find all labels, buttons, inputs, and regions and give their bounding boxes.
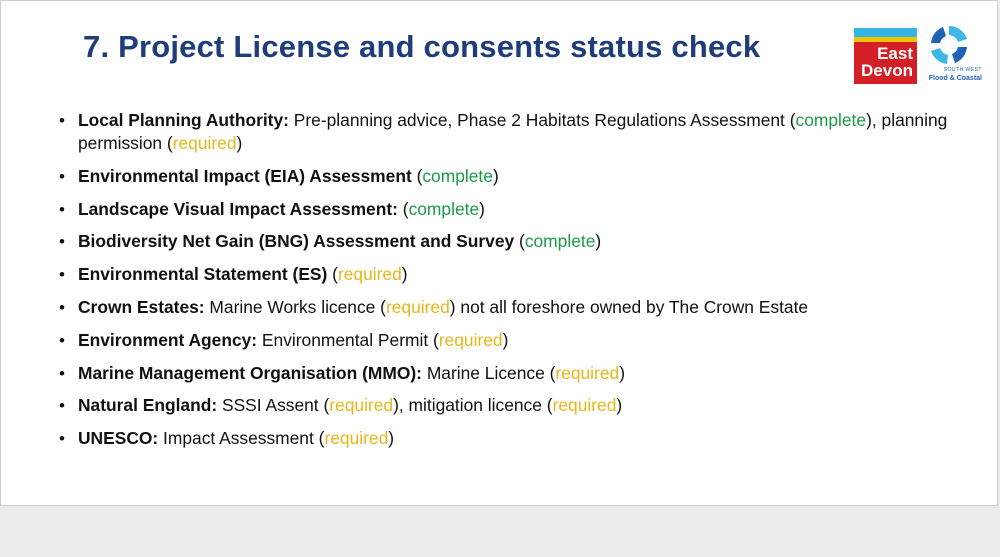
status-complete: complete (524, 231, 596, 252)
bullet-icon: • (59, 363, 65, 383)
consent-authority: Natural England: (78, 395, 218, 416)
consent-text: ) (616, 395, 623, 416)
sw-logo-name: Flood & Coastal (928, 75, 982, 82)
consent-text: ), planning permission ( (78, 110, 948, 153)
bullet-icon: • (59, 199, 65, 219)
consent-item (59, 362, 959, 385)
logo-text-devon: Devon (861, 61, 913, 80)
footer-band (0, 506, 1000, 557)
consent-text: ) (492, 165, 499, 186)
bullet-icon: • (59, 396, 65, 416)
bullet-icon: • (59, 111, 65, 130)
status-required: required (324, 428, 389, 449)
south-west-flood-coastal-logo (920, 23, 982, 85)
consent-item (59, 230, 959, 253)
consent-text: ) (401, 264, 408, 285)
consent-authority: Landscape Visual Impact Assessment: (78, 198, 398, 219)
consent-authority: Biodiversity Net Gain (BNG) Assessment and Survey (78, 231, 515, 252)
consent-authority: UNESCO: (78, 428, 159, 449)
status-required: required (555, 362, 620, 383)
consent-text: ( (397, 198, 409, 219)
consent-item (59, 165, 959, 188)
consent-text: ) not all foreshore owned by The Crown Estate (449, 296, 809, 317)
consent-item (59, 427, 959, 450)
consent-text: ) (595, 231, 602, 252)
logo-stripe-cyan (854, 28, 917, 37)
bullet-icon: • (59, 429, 65, 449)
consent-item (59, 329, 959, 352)
consent-text: ( (514, 231, 525, 252)
consent-text: ) (619, 362, 625, 383)
consents-list (59, 109, 959, 460)
consent-item (59, 394, 959, 417)
consent-authority: Marine Management Organisation (MMO): (78, 362, 422, 383)
consent-text: ( (411, 165, 423, 186)
consent-item (59, 109, 959, 155)
consent-text: Marine Licence ( (421, 362, 556, 383)
swirl-icon (927, 23, 971, 67)
consent-authority: Local Planning Authority: (78, 110, 289, 130)
consent-item (59, 296, 959, 319)
logo-red-block (854, 42, 917, 84)
bullet-icon: • (59, 330, 65, 350)
slide-title: 7. Project License and consents status check (83, 29, 761, 64)
status-required: required (329, 395, 394, 416)
bullet-icon: • (59, 232, 65, 252)
sw-logo-text (920, 67, 982, 82)
status-complete: complete (408, 198, 480, 219)
status-required: required (172, 133, 237, 153)
consent-text: ), mitigation licence ( (393, 395, 553, 416)
bullet-icon: • (59, 265, 65, 285)
consent-text: ) (236, 133, 243, 153)
consent-text: ) (388, 428, 395, 449)
status-complete: complete (422, 165, 493, 186)
consent-item (59, 263, 959, 286)
consent-authority: Environmental Statement (ES) (78, 264, 328, 285)
consent-authority: Environmental Impact (EIA) Assessment (78, 165, 412, 186)
consent-text: ( (327, 264, 338, 285)
sw-logo-region: SOUTH WEST (943, 67, 982, 73)
consent-text: Impact Assessment ( (158, 428, 325, 449)
status-complete: complete (795, 110, 867, 130)
east-devon-logo (854, 28, 917, 84)
consent-text: SSSI Assent ( (217, 395, 330, 416)
logo-text-east: East (877, 44, 913, 63)
consent-text: ) (479, 198, 485, 219)
consent-item (59, 198, 959, 221)
consent-authority: Environment Agency: (78, 329, 258, 350)
bullet-icon: • (59, 297, 65, 317)
consent-authority: Crown Estates: (78, 296, 205, 317)
status-required: required (438, 329, 503, 350)
consent-text: Environmental Permit ( (257, 329, 439, 350)
status-required: required (552, 395, 617, 416)
consent-text: Marine Works licence ( (204, 296, 386, 317)
status-required: required (385, 296, 450, 317)
bullet-icon: • (59, 166, 65, 186)
consent-text: Pre-planning advice, Phase 2 Habitats Regulations Assessment ( (288, 110, 796, 130)
status-required: required (337, 264, 402, 285)
consent-text: ) (502, 329, 509, 350)
